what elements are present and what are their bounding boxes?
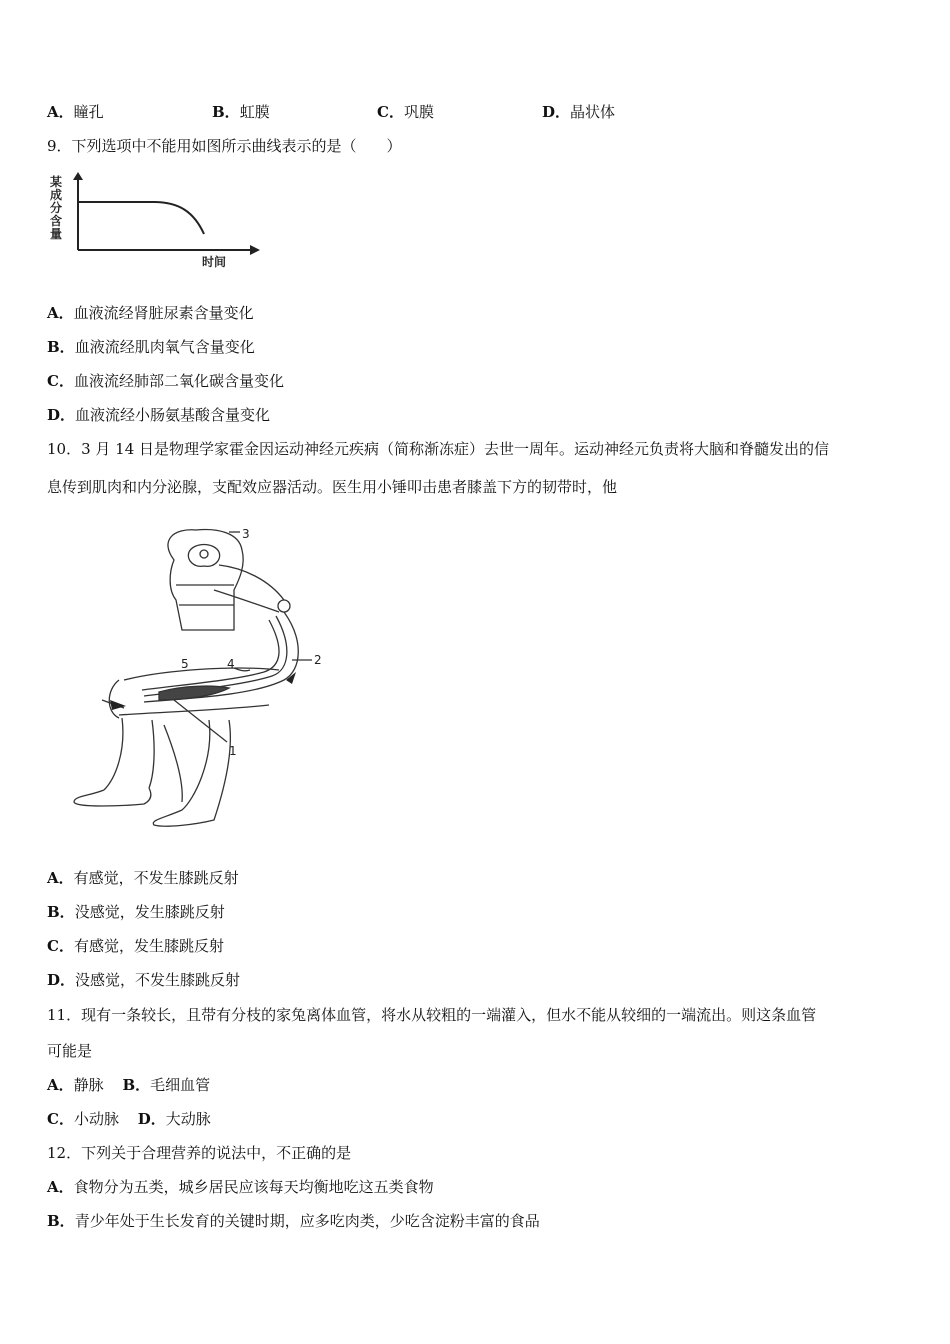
q12-option-a: A．食物分为五类，城乡居民应该每天均衡地吃这五类食物 — [47, 1178, 434, 1196]
spinal-canal — [200, 550, 208, 558]
figure-label-1: 1 — [229, 744, 237, 758]
q10-stem — [47, 430, 907, 506]
figure-label-5: 5 — [181, 657, 189, 671]
q11-options-row-2 — [47, 1109, 211, 1129]
knee-jerk-reflex-figure — [64, 520, 344, 840]
spinal-cord-gray-matter — [188, 545, 219, 567]
q10-option-a: A．有感觉，不发生膝跳反射 — [47, 869, 239, 887]
q9-ylabel-char: 量 — [50, 227, 63, 241]
knee — [109, 680, 119, 718]
q9-ylabel-char: 分 — [50, 201, 63, 215]
q9-option-d: D．血液流经小肠氨基酸含量变化 — [47, 406, 271, 424]
ventral-root — [214, 590, 279, 612]
leader-line-1 — [174, 700, 227, 742]
foot — [74, 788, 151, 806]
lower-leg-front — [104, 718, 123, 790]
q10-stem-line-1: 10．3 月 14 日是物理学家霍金因运动神经元疾病（简称渐冻症）去世一周年。运动神经元负责将大脑和脊髓发出的信 — [47, 440, 830, 458]
q8-option-d: D．晶状体 — [542, 103, 616, 121]
q9-option-b: B．血液流经肌肉氧气含量变化 — [47, 338, 255, 356]
q11-option-a: A．静脉 — [47, 1076, 104, 1094]
q8-option-a: A．瞳孔 — [47, 103, 104, 121]
q11-option-d: D．大动脉 — [137, 1110, 211, 1128]
efferent-nerve — [144, 616, 287, 696]
q9-ylabel-char: 含 — [50, 214, 63, 228]
q11-option-c: C．小动脉 — [47, 1110, 119, 1128]
lower-leg-back — [149, 720, 154, 788]
q10-option-d: D．没感觉，不发生膝跳反射 — [47, 971, 241, 989]
q9-y-arrow — [73, 172, 83, 180]
q9-curve — [78, 202, 204, 234]
spinal-segment-line — [176, 585, 234, 605]
q9-stem: 9．下列选项中不能用如图所示曲线表示的是（ ） — [47, 137, 402, 155]
q9-ylabel-char: 某 — [50, 175, 63, 189]
q9-x-arrow — [250, 245, 260, 255]
q9-option-a: A．血液流经肾脏尿素含量变化 — [47, 304, 254, 322]
q11-stem-line-2: 可能是 — [47, 1042, 93, 1060]
thigh-lower — [119, 705, 269, 715]
q9-option-c: C．血液流经肺部二氧化碳含量变化 — [47, 372, 284, 390]
q11-options-row-1 — [47, 1075, 210, 1095]
q11-stem-line-1: 11．现有一条较长，且带有分枝的家兔离体血管，将水从较粗的一端灌入，但水不能从较细的一端流出。则这条血管 — [47, 1006, 817, 1024]
q10-option-b: B．没感觉，发生膝跳反射 — [47, 903, 225, 921]
q8-option-b: B．虹膜 — [212, 103, 270, 121]
figure-label-3: 3 — [242, 527, 250, 541]
q12-stem: 12．下列关于合理营养的说法中，不正确的是 — [47, 1144, 352, 1162]
figure-label-2: 2 — [314, 653, 322, 667]
dorsal-root-ganglion — [278, 600, 290, 612]
q10-option-c: C．有感觉，发生膝跳反射 — [47, 937, 224, 955]
figure-label-4: 4 — [227, 657, 235, 671]
q9-curve-figure — [44, 172, 266, 272]
q8-option-c: C．巩膜 — [377, 103, 434, 121]
thigh-muscle — [159, 686, 229, 700]
q11-option-b: B．毛细血管 — [122, 1076, 211, 1094]
q12-option-b: B．青少年处于生长发育的关键时期，应多吃肉类，少吃含淀粉丰富的食品 — [47, 1212, 540, 1230]
q9-ylabel-char: 成 — [50, 188, 63, 202]
q9-xlabel: 时间 — [202, 255, 227, 269]
q10-stem-line-2: 息传到肌肉和内分泌腺，支配效应器活动。医生用小锤叩击患者膝盖下方的韧带时，他 — [47, 478, 618, 496]
other-leg-knee — [164, 725, 182, 802]
